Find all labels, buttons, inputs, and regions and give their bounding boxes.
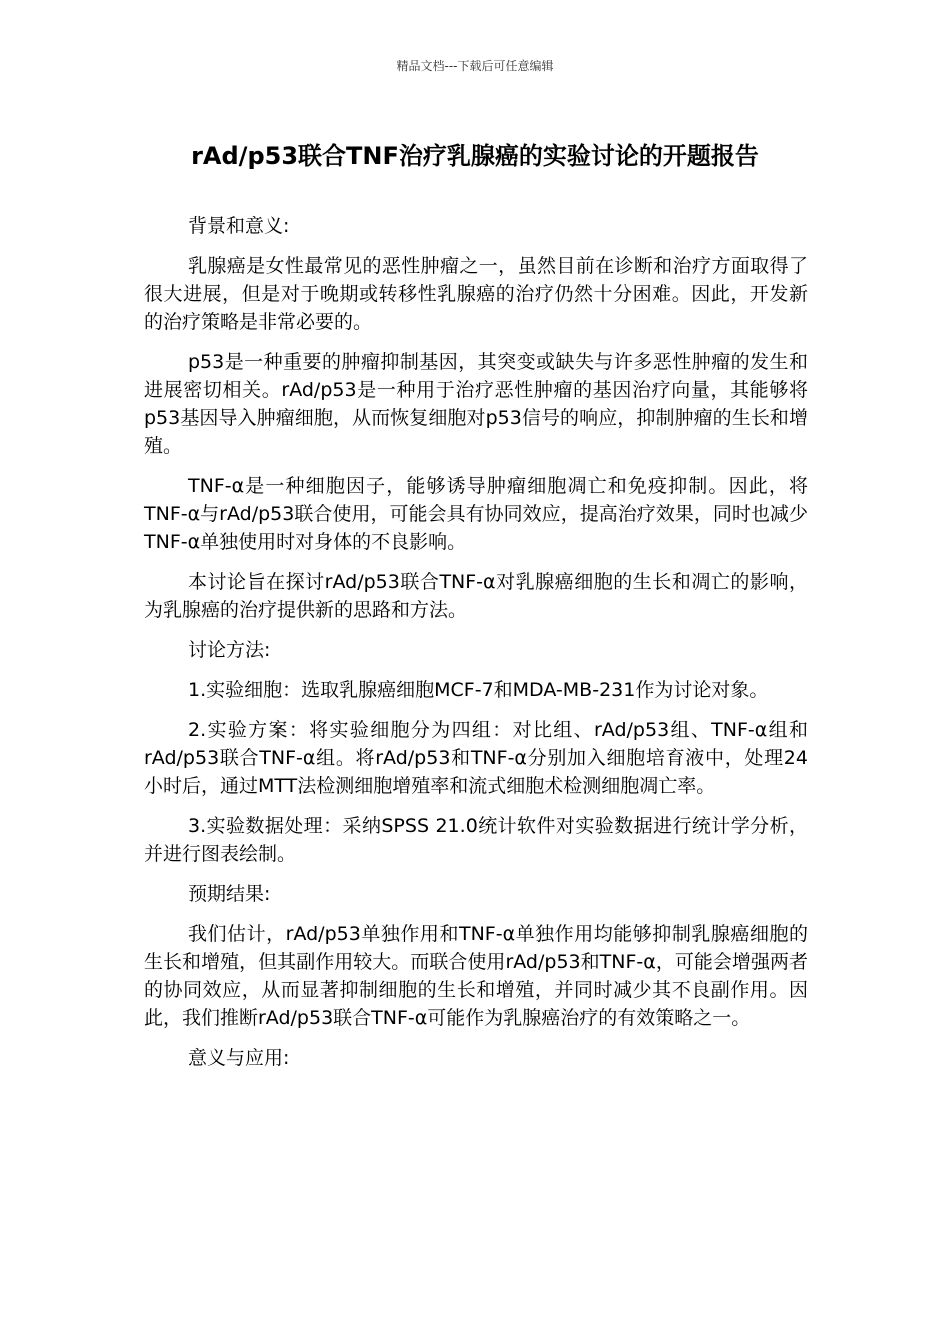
- background-paragraph-1: 乳腺癌是女性最常见的恶性肿瘤之一，虽然目前在诊断和治疗方面取得了很大进展，但是对于晚期或转移性乳腺癌的治疗仍然十分困难。因此，开发新的治疗策略是非常必要的。: [144, 255, 808, 333]
- document-body: [144, 212, 808, 1084]
- background-paragraph-2: p53是一种重要的肿瘤抑制基因，其突变或缺失与许多恶性肿瘤的发生和进展密切相关。rAd/p53是一种用于治疗恶性肿瘤的基因治疗向量，其能够将p53基因导入肿瘤细胞，从而恢复细胞对p53信号的响应，抑制肿瘤的生长和增殖。: [144, 351, 808, 457]
- significance-heading: 意义与应用:: [188, 1047, 290, 1069]
- document-title: rAd/p53联合TNF治疗乳腺癌的实验讨论的开题报告: [191, 142, 759, 170]
- methods-item-3: 3.实验数据处理：采纳SPSS 21.0统计软件对实验数据进行统计学分析，并进行图表绘制。: [144, 815, 808, 865]
- background-heading: 背景和意义:: [188, 215, 290, 237]
- page-header: 精品文档---下载后可任意编辑: [396, 59, 554, 73]
- background-paragraph-4: 本讨论旨在探讨rAd/p53联合TNF-α对乳腺癌细胞的生长和凋亡的影响，为乳腺癌的治疗提供新的思路和方法。: [144, 571, 808, 621]
- methods-item-2: 2.实验方案：将实验细胞分为四组：对比组、rAd/p53组、TNF-α组和rAd/p53联合TNF-α组。将rAd/p53和TNF-α分别加入细胞培育液中，处理24小时后，通过MTT法检测细胞增殖率和流式细胞术检测细胞凋亡率。: [144, 719, 808, 797]
- results-paragraph-1: 我们估计，rAd/p53单独作用和TNF-α单独作用均能够抑制乳腺癌细胞的生长和增殖，但其副作用较大。而联合使用rAd/p53和TNF-α，可能会增强两者的协同效应，从而显著抑制细胞的生长和增殖，并同时减少其不良副作用。因此，我们推断rAd/p53联合TNF-α可能作为乳腺癌治疗的有效策略之一。: [144, 923, 808, 1029]
- methods-item-1: 1.实验细胞：选取乳腺癌细胞MCF-7和MDA-MB-231作为讨论对象。: [188, 679, 769, 701]
- results-heading: 预期结果:: [188, 883, 271, 905]
- methods-heading: 讨论方法:: [188, 639, 271, 661]
- background-paragraph-3: TNF-α是一种细胞因子，能够诱导肿瘤细胞凋亡和免疫抑制。因此，将TNF-α与rAd/p53联合使用，可能会具有协同效应，提高治疗效果，同时也减少TNF-α单独使用时对身体的不良影响。: [144, 475, 808, 553]
